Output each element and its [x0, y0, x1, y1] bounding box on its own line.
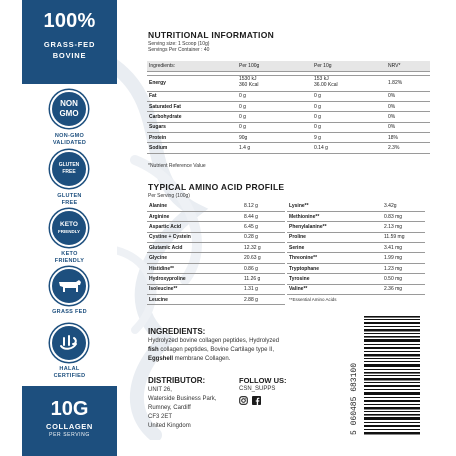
- halal-label-1: HALAL: [59, 366, 80, 372]
- collagen-badge: [22, 386, 117, 456]
- non-gmo-label-1: NON-GMO: [54, 133, 85, 139]
- badge-line-1: GRASS-FED: [43, 40, 96, 49]
- barcode-number: 5 060485 683100: [350, 362, 359, 435]
- table-row: Tryptophane 1.23 mg: [287, 263, 425, 273]
- table-row: Protein 90g 9 g 18%: [147, 133, 430, 143]
- table-row: Hydroxyproline 11.26 g: [147, 274, 285, 284]
- collagen-amount: 10G: [50, 398, 89, 420]
- gluten-label-1: GLUTEN: [57, 193, 82, 199]
- barcode: [364, 316, 420, 436]
- cow-icon: [50, 267, 88, 305]
- nutrition-header-row: [147, 61, 430, 71]
- header-nrv: NRV*: [386, 61, 430, 71]
- gluten-free-icon: GLUTEN FREE: [50, 150, 88, 188]
- collagen-label: COLLAGEN: [46, 422, 93, 431]
- amino-subtitle: Per Serving (100g): [148, 193, 190, 199]
- table-row: Carbohydrate 0 g 0 g 0%: [147, 112, 430, 122]
- header-per-10g: Per 10g: [312, 61, 386, 71]
- facebook-icon[interactable]: [252, 396, 261, 405]
- instagram-icon[interactable]: [239, 396, 248, 405]
- table-row: Glycine 20.63 g: [147, 253, 285, 263]
- serving-size: Serving size: 1 Scoop (10g): [148, 41, 210, 47]
- amino-left-column: [147, 201, 285, 305]
- distributor-line: CF3 2ET: [148, 414, 173, 420]
- follow-title: FOLLOW US:: [239, 376, 287, 385]
- sidebar: [22, 0, 117, 456]
- badge-percent: 100%: [43, 10, 96, 32]
- table-row: Arginine 8.44 g: [147, 211, 285, 221]
- grass-fed-badge: [22, 0, 117, 84]
- distributor-line: UNIT 26,: [148, 387, 172, 393]
- table-row: Methionine** 0.83 mg: [287, 211, 425, 221]
- keto-label-1: KETO: [61, 251, 78, 257]
- servings-per-container: Servings Per Container : 40: [148, 47, 210, 53]
- table-row: Aspartic Acid 6.45 g: [147, 222, 285, 232]
- badge-line-2: BOVINE: [52, 51, 87, 60]
- distributor-title: DISTRIBUTOR:: [148, 376, 206, 385]
- table-row: Energy 1530 kJ 360 Kcal 153 kJ 36.00 Kcal 1.82%: [147, 75, 430, 91]
- header-per-100g: Per 100g: [237, 61, 312, 71]
- table-row: Threonine** 1.99 mg: [287, 253, 425, 263]
- nrv-footnote: *Nutrient Reference Value: [148, 163, 206, 169]
- non-gmo-label-2: VALIDATED: [52, 140, 87, 146]
- table-row: Alanine 8.12 g: [147, 201, 285, 211]
- ingredients-text: Hydrolyzed bovine collagen peptides, Hydrolyzed fish collagen peptides, Bovine Cartilage type II, Eggshell membrane Collagen.: [148, 338, 280, 362]
- halal-label-2: CERTIFIED: [53, 373, 86, 379]
- nutrition-table: [147, 61, 430, 154]
- table-row: Glutamic Acid 12.32 g: [147, 243, 285, 253]
- table-row: Sugars 0 g 0 g 0%: [147, 122, 430, 132]
- keto-icon: KETO FRIENDLY: [50, 209, 88, 247]
- amino-right-column: [287, 201, 425, 295]
- distributor-line: Waterside Business Park,: [148, 396, 217, 402]
- table-row: Fat 0 g 0 g 0%: [147, 91, 430, 101]
- distributor-line: Rumney, Cardiff: [148, 405, 191, 411]
- halal-icon: [50, 324, 88, 362]
- non-gmo-icon: NON GMO: [50, 90, 88, 128]
- table-row: Leucine 2.88 g: [147, 295, 285, 305]
- table-row: Valine** 2.36 mg: [287, 284, 425, 294]
- table-row: Serine 3.41 mg: [287, 243, 425, 253]
- table-row: Saturated Fat 0 g 0 g 0%: [147, 101, 430, 111]
- table-row: Proline 11.59 mg: [287, 232, 425, 242]
- table-row: Isoleucine** 1.31 g: [147, 284, 285, 294]
- table-row: Cystine + Cystein 0.28 g: [147, 232, 285, 242]
- header-ingredients: Ingredients:: [147, 61, 237, 71]
- social-handle: CSN_SUPPS: [239, 386, 276, 392]
- keto-label-2: FRIENDLY: [54, 258, 85, 264]
- gluten-label-2: FREE: [61, 200, 78, 206]
- distributor-line: United Kingdom: [148, 423, 191, 429]
- table-row: Lysine** 3.42g: [287, 201, 425, 211]
- table-row: Sodium 1.4 g 0.14 g 2.3%: [147, 143, 430, 153]
- essential-amino-note: **Essential Amino Acids: [289, 297, 337, 302]
- per-serving-label: PER SERVING: [49, 432, 90, 438]
- grass-fed-label: GRASS FED: [52, 309, 87, 315]
- nutrition-title: NUTRITIONAL INFORMATION: [148, 30, 275, 40]
- amino-title: TYPICAL AMINO ACID PROFILE: [148, 182, 285, 192]
- ingredients-title: INGREDIENTS:: [148, 327, 206, 336]
- table-row: Histidine** 0.86 g: [147, 263, 285, 273]
- table-row: Phenylalanine** 2.13 mg: [287, 222, 425, 232]
- table-row: Tyrosine 0.50 mg: [287, 274, 425, 284]
